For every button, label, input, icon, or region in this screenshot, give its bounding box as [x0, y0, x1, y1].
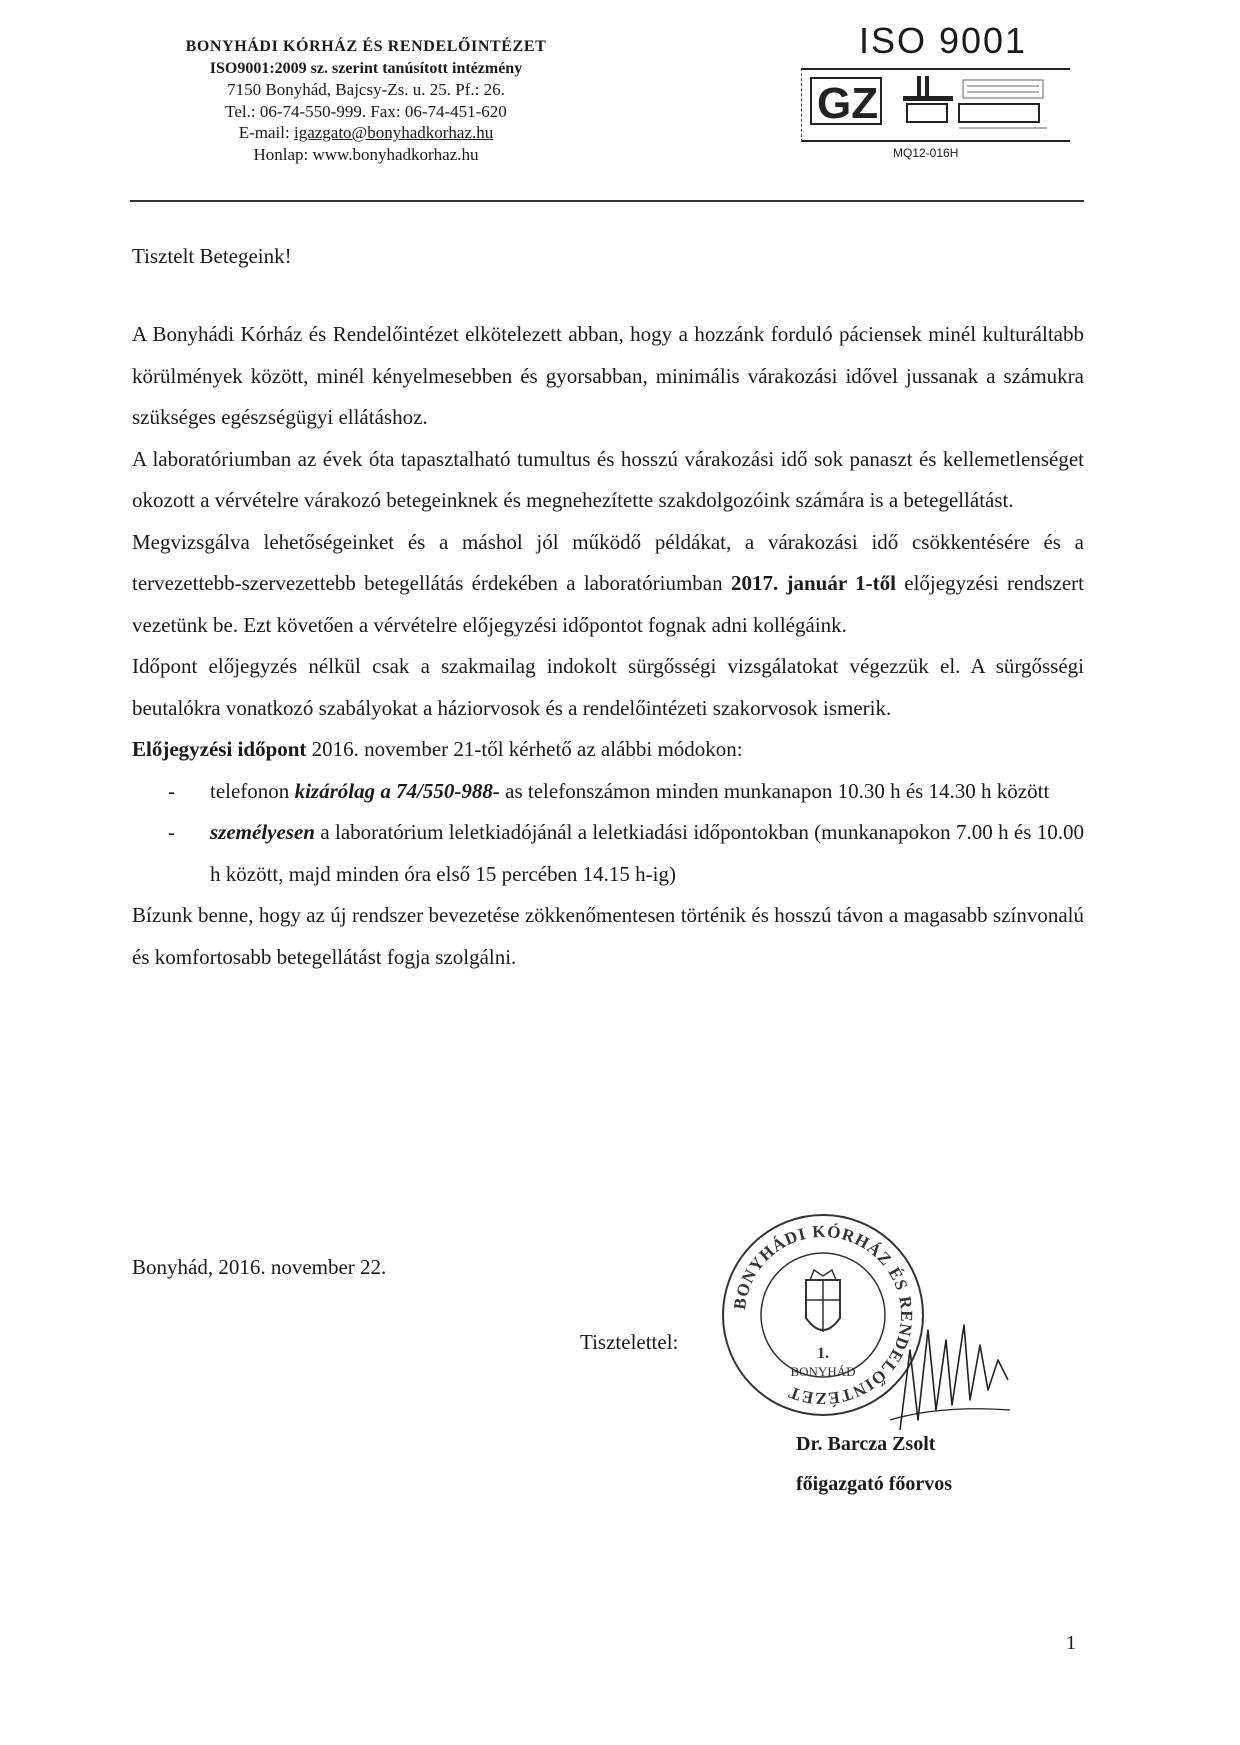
bullet-1-post: as telefonszámon minden munkanapon 10.30 h és 14.30 h között [499, 778, 1050, 803]
header-divider [130, 200, 1084, 202]
signer-name: Dr. Barcza Zsolt [796, 1433, 936, 1455]
email-link[interactable]: igazgato@bonyhadkorhaz.hu [293, 123, 494, 142]
cert-code: MQ12-016H [893, 146, 959, 160]
list-dash: - [168, 820, 175, 844]
stamp-ring-text: BONYHÁDI KÓRHÁZ ÉS RENDELŐINTÉZET [730, 1221, 917, 1409]
signer-block [796, 1424, 952, 1504]
email-line [116, 122, 616, 144]
in-person-emphasis: személyesen [210, 820, 315, 844]
institution-name: BONYHÁDI KÓRHÁZ ÉS RENDELŐINTÉZET [185, 38, 547, 55]
bullet-2-post: a laboratórium leletkiadójánál a leletkiadási időpontokban (munkanapokon 7.00 h és 10.00 h között, majd minden óra első 15 percében 14.15 h-ig) [210, 820, 1084, 886]
booking-heading-bold: Előjegyzési időpont [132, 737, 307, 761]
address-line: 7150 Bonyhád, Bajcsy-Zs. u. 25. Pf.: 26. [227, 80, 505, 99]
list-item [132, 812, 1084, 895]
iso-certificate-logo [793, 20, 1083, 160]
paragraph-6: Bízunk benne, hogy az új rendszer bevezetése zökkenőmentesen történik és hosszú távon a magasabb színvonalú és komfortosabb betegellátást fogja szolgálni. [132, 903, 1084, 969]
paragraph-3-text-a: Megvizsgálva lehetőségeinket és a máshol jól működő példákat, a várakozási idő csökkentésére és a tervezettebb-szervezettebb betegellátás érdekében a laboratóriumban [132, 529, 1084, 595]
letter-body [132, 314, 1084, 978]
paragraph-1: A Bonyhádi Kórház és Rendelőintézet elkötelezett abban, hogy a hozzánk forduló páciensek minél kulturáltabb körülmények között, minél kényelmesebben és gyorsabban, minimális várakozási idővel jussanak a számukra szükséges egészségügyi ellátáshoz. [132, 322, 1084, 429]
website-line[interactable]: Honlap: www.bonyhadkorhaz.hu [253, 144, 479, 164]
paragraph-3 [132, 522, 1084, 647]
booking-methods-list [132, 771, 1084, 896]
iso-title: ISO 9001 [858, 20, 1028, 61]
salutation: Tisztelt Betegeink! [132, 244, 292, 268]
bullet-1-pre: telefonon [210, 778, 295, 803]
paragraph-5-text: 2016. november 21-től kérhető az alábbi módokon: [306, 737, 743, 761]
stamp-number: 1. [817, 1345, 829, 1362]
paragraph-2: A laboratóriumban az évek óta tapasztalható tumultus és hosszú várakozási idő sok panaszt és kellemetlenséget okozott a vérvételre várakozó betegeinknek és megnehezítette szakdolgozóink számára is a betegellátást. [132, 446, 1084, 512]
iso-certification-line: ISO9001:2009 sz. szerint tanúsított intézmény [209, 59, 523, 77]
svg-text:GZ: GZ [817, 79, 879, 128]
cert-marks-graphic [807, 74, 1069, 138]
paragraph-4: Időpont előjegyzés nélkül csak a szakmailag indokolt sürgősségi vizsgálatokat végezzük el. A sürgősségi beutalókra vonatkozó szabályokat a háziorvosok és a rendelőintézeti szakorvosok ismerik. [132, 654, 1084, 720]
page-number: 1 [1066, 1632, 1076, 1654]
list-item [132, 771, 1084, 813]
letterhead [116, 36, 616, 165]
paragraph-3-text-b: előjegyzési rendszert vezetünk be. Ezt követően a vérvételre előjegyzési időpontot fognak adni kollégáink. [132, 571, 1084, 637]
phone-line: Tel.: 06-74-550-999. Fax: 06-74-451-620 [225, 101, 507, 121]
place-and-date: Bonyhád, 2016. november 22. [132, 1255, 387, 1279]
stamp-city: BONYHÁD [790, 1364, 856, 1379]
start-date-bold: 2017. január 1-től [730, 571, 896, 595]
paragraph-5 [132, 729, 1084, 771]
signer-title: főigazgató főorvos [796, 1473, 953, 1495]
handwritten-signature [880, 1310, 1020, 1440]
list-dash: - [168, 778, 175, 803]
phone-emphasis: kizárólag a 74/550-988- [294, 778, 500, 803]
closing-phrase: Tisztelettel: [580, 1330, 679, 1354]
email-label: E-mail: [238, 123, 294, 142]
